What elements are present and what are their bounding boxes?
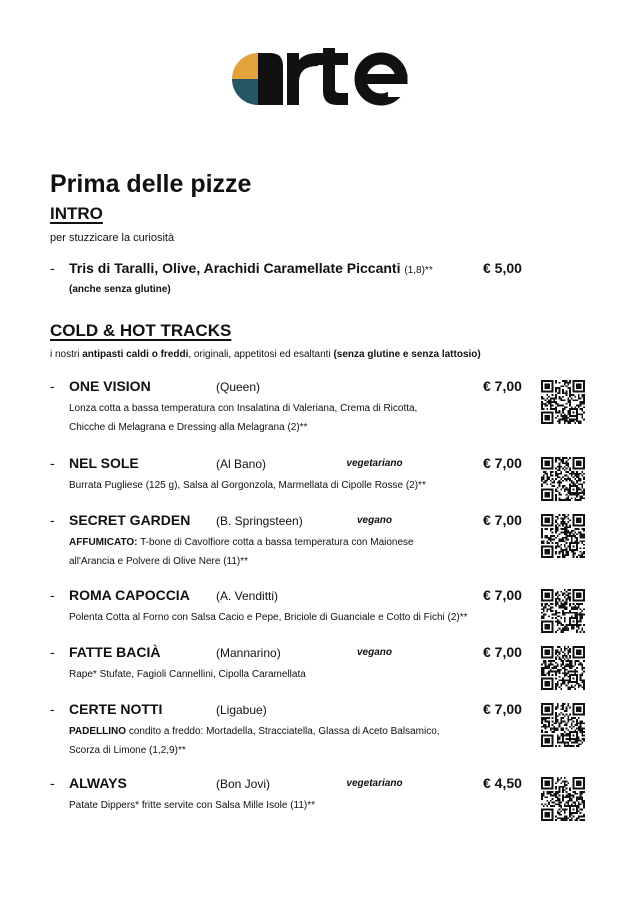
item-name: ROMA CAPOCCIA (69, 587, 190, 603)
subtitle-bold-part: (senza glutine e senza lattosio) (333, 349, 481, 360)
logo-e-opening (388, 84, 414, 97)
menu-item-nel-sole (0, 455, 640, 505)
qr-code-icon (541, 589, 585, 633)
item-artist: (Queen) (216, 380, 261, 394)
subtitle-part: i nostri (50, 349, 80, 360)
item-price: € 7,00 (483, 644, 522, 660)
item-price: € 7,00 (483, 512, 522, 528)
item-note: (anche senza glutine) (69, 284, 171, 295)
item-artist: (Bon Jovi) (216, 777, 271, 791)
qr-modules (541, 646, 585, 690)
item-price: € 7,00 (483, 378, 522, 394)
subtitle-bold-part: antipasti caldi o freddi (82, 349, 189, 360)
qr-code-icon (541, 380, 585, 424)
item-artist: (B. Springsteen) (216, 514, 303, 528)
description-prefix: AFFUMICATO: (69, 537, 138, 548)
bullet-dash: - (50, 775, 55, 791)
diet-tag: vegetariano (346, 458, 403, 469)
qr-modules (541, 777, 585, 821)
item-description-line: Scorza di Limone (1,2,9)** (69, 744, 186, 756)
qr-code-icon (541, 703, 585, 747)
item-description-line (69, 534, 414, 553)
item-name (69, 260, 433, 279)
item-artist: (A. Venditti) (216, 589, 279, 603)
item-price: € 5,00 (483, 260, 522, 276)
menu-item-always (0, 775, 640, 825)
qr-code-icon (541, 514, 585, 558)
qr-modules (541, 589, 585, 633)
item-description-line (69, 723, 440, 742)
item-name: ALWAYS (69, 775, 127, 791)
description-text: T-bone di Cavolfiore cotta a bassa temperatura con Maionese (140, 537, 414, 548)
item-description (69, 723, 440, 760)
qr-modules (541, 514, 585, 558)
arte-logo (228, 46, 414, 108)
logo-a-teal-part (232, 79, 258, 105)
menu-item-certe-notti (0, 701, 640, 756)
bullet-dash: - (50, 378, 55, 394)
item-name: CERTE NOTTI (69, 701, 163, 717)
description-text: condito a freddo: Mortadella, Stracciatella, Glassa di Aceto Balsamico, (128, 726, 440, 737)
item-description-line: Lonza cotta a bassa temperatura con Insalatina di Valeriana, Crema di Ricotta, (69, 403, 418, 414)
item-description (69, 666, 306, 685)
item-name: NEL SOLE (69, 455, 139, 471)
item-description-line: all'Arancia e Polvere di Olive Nere (11)** (69, 555, 249, 567)
menu-item-one-vision (0, 378, 640, 433)
qr-modules (541, 380, 585, 424)
item-description-line: Patate Dippers* fritte servite con Salsa Mille Isole (11)** (69, 800, 316, 811)
page-title: Prima delle pizze (50, 170, 252, 198)
item-price: € 7,00 (483, 701, 522, 717)
logo-a-stem (258, 53, 283, 105)
item-description (69, 609, 468, 628)
menu-item-roma-capoccia (0, 587, 640, 637)
menu-item-secret-garden (0, 512, 640, 567)
item-description (69, 477, 426, 496)
section-subtitle-intro: per stuzzicare la curiosità (50, 232, 175, 244)
item-name: ONE VISION (69, 378, 151, 394)
item-name: SECRET GARDEN (69, 512, 191, 528)
logo-a-gold-part (232, 53, 258, 79)
subtitle-part: , originali, appetitosi ed esaltanti (188, 349, 331, 360)
diet-tag: vegano (356, 515, 392, 526)
qr-modules (541, 457, 585, 501)
logo-e-bar (361, 74, 408, 84)
section-heading-intro: INTRO (50, 204, 103, 223)
description-prefix: PADELLINO (69, 726, 127, 737)
item-description-line: Rape* Stufate, Fagioli Cannellini, Cipolla Caramellata (69, 669, 306, 680)
allergen-codes: (1,8)** (404, 265, 433, 276)
bullet-dash: - (50, 644, 55, 660)
logo-t-bar (316, 53, 348, 65)
bullet-dash: - (50, 701, 55, 717)
bullet-dash: - (50, 455, 55, 471)
qr-code-icon (541, 646, 585, 690)
item-description (69, 534, 414, 571)
menu-item-fatte-bacia (0, 644, 640, 694)
section-heading-cold-hot-tracks: COLD & HOT TRACKS (50, 321, 232, 340)
bullet-dash: - (50, 260, 55, 276)
item-description (69, 797, 315, 816)
diet-tag: vegano (356, 647, 392, 658)
menu-item-tris-di-taralli (0, 260, 640, 310)
item-artist: (Al Bano) (216, 457, 267, 471)
bullet-dash: - (50, 587, 55, 603)
item-description-line: Polenta Cotta al Forno con Salsa Cacio e Pepe, Briciole di Guanciale e Cotto di Fichi (2)** (69, 612, 468, 623)
item-name: FATTE BACIÀ (69, 644, 161, 660)
item-name-text: Tris di Taralli, Olive, Arachidi Caramellate Piccanti (69, 260, 401, 276)
diet-tag: vegetariano (346, 778, 403, 789)
item-price: € 7,00 (483, 455, 522, 471)
logo-r (287, 53, 318, 105)
bullet-dash: - (50, 512, 55, 528)
item-price: € 7,00 (483, 587, 522, 603)
item-description-line: Burrata Pugliese (125 g), Salsa al Gorgonzola, Marmellata di Cipolle Rosse (2)** (69, 480, 426, 491)
section-subtitle-cold-hot-tracks (50, 348, 481, 362)
item-price: € 4,50 (483, 775, 522, 791)
item-description-line: Chicche di Melagrana e Dressing alla Melagrana (2)** (69, 421, 308, 433)
qr-code-icon (541, 457, 585, 501)
qr-modules (541, 703, 585, 747)
item-description (69, 400, 417, 437)
item-artist: (Mannarino) (216, 646, 281, 660)
qr-code-icon (541, 777, 585, 821)
item-artist: (Ligabue) (216, 703, 267, 717)
